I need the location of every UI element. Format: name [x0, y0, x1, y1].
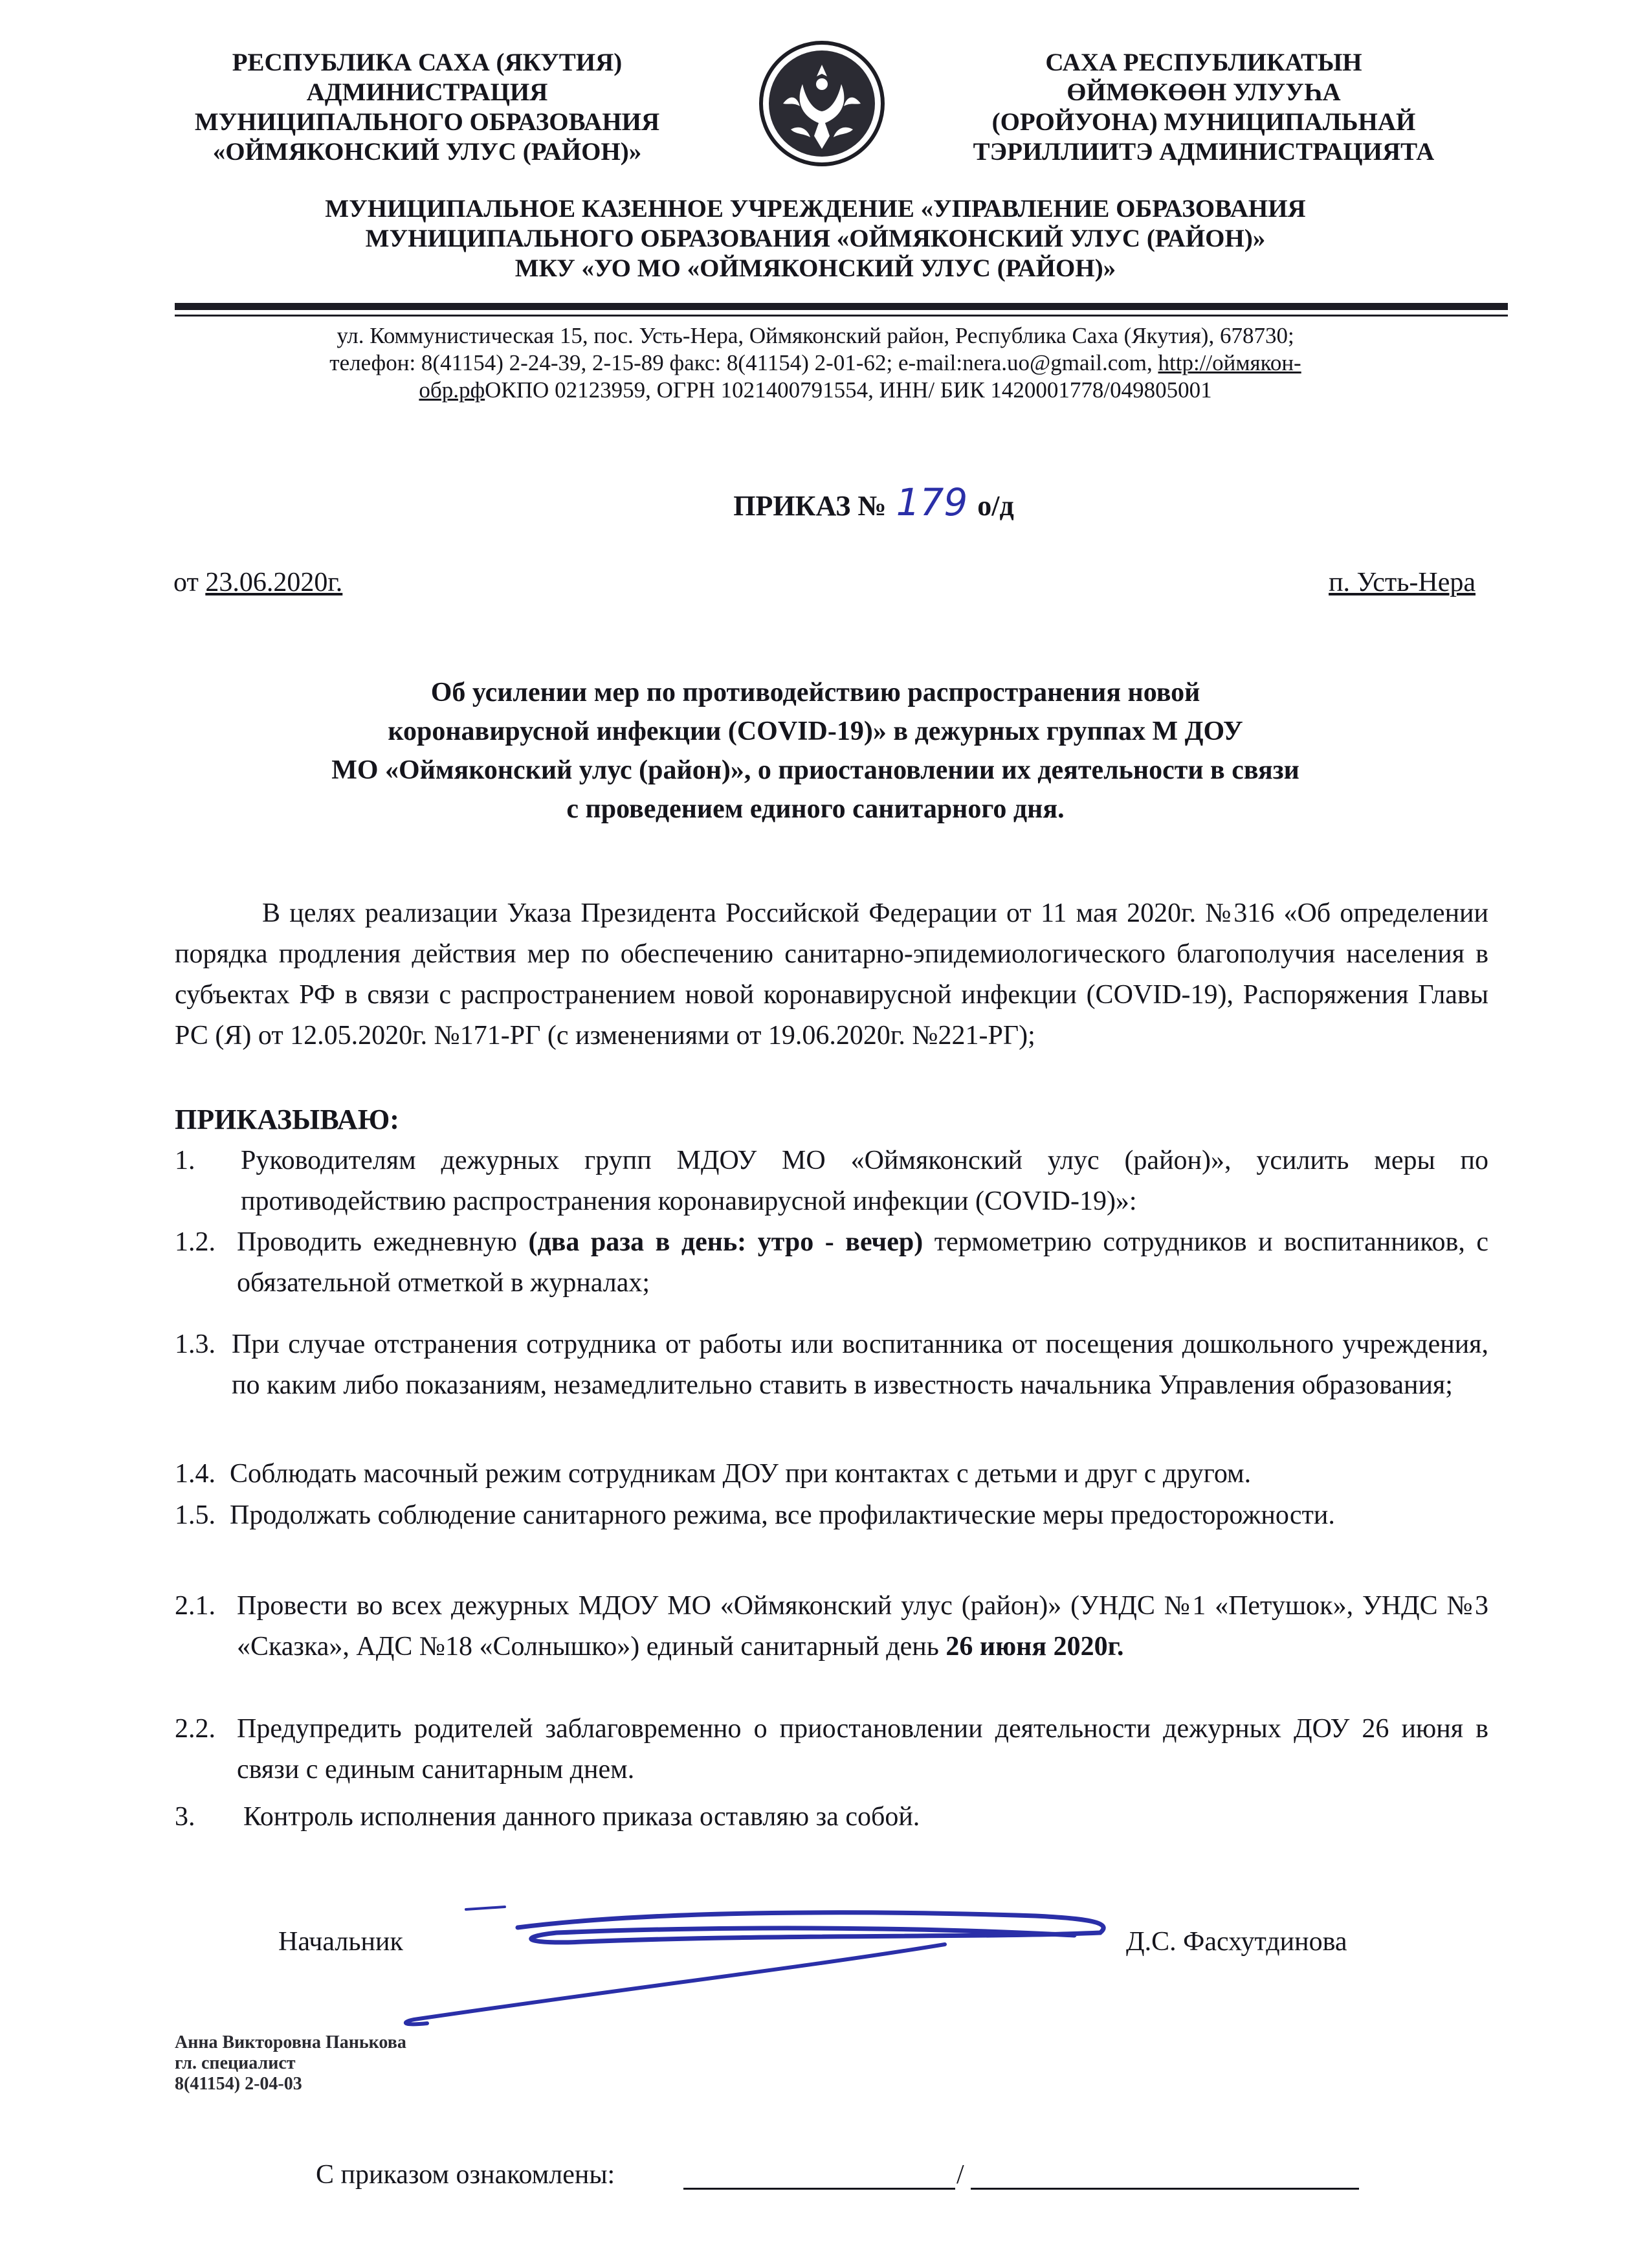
item-text: Контроль исполнения данного приказа оставляю за собой.: [243, 1802, 920, 1832]
date-prefix: от: [173, 568, 206, 597]
institution-line: МУНИЦИПАЛЬНОЕ КАЗЕННОЕ УЧРЕЖДЕНИЕ «УПРАВЛЕНИЕ ОБРАЗОВАНИЯ: [325, 195, 1306, 223]
header-left-line: АДМИНИСТРАЦИЯ: [306, 78, 548, 106]
order-label: ПРИКАЗ №: [733, 490, 887, 522]
subject-line: МО «Оймяконский улус (район)», о приостановлении их деятельности в связи: [331, 755, 1299, 785]
item-text: Предупредить родителей заблаговременно о приостановлении деятельности дежурных ДОУ 26 июня в связи с единым санитарным днем.: [237, 1714, 1488, 1784]
order-subject: [194, 673, 1437, 828]
header-divider-thick: [175, 303, 1508, 310]
header-left-block: [142, 48, 712, 167]
item-number: 2.2.: [175, 1714, 216, 1744]
order-item: [175, 1709, 1488, 1790]
date-value: 23.06.2020г.: [205, 568, 343, 597]
item-text-part: Проводить ежедневную: [237, 1227, 529, 1257]
order-place: [1236, 566, 1476, 599]
header-left-line: «ОЙМЯКОНСКИЙ УЛУС (РАЙОН)»: [212, 138, 642, 166]
header-left-line: РЕСПУБЛИКА САХА (ЯКУТИЯ): [232, 49, 623, 76]
address-block: [194, 322, 1437, 404]
header-right-line: ТЭРИЛЛИИТЭ АДМИНИСТРАЦИЯТА: [973, 138, 1435, 166]
header-right-line: ӨЙМӨКӨӨН УЛУУҺА: [1067, 78, 1341, 106]
item-number: 1.5.: [175, 1500, 216, 1530]
coat-of-arms-emblem-icon: [757, 39, 887, 168]
order-item: [175, 1495, 1488, 1536]
executor-phone: 8(41154) 2-04-03: [175, 2074, 302, 2094]
item-text-part: Провести во всех дежурных МДОУ МО «Оймяконский улус (район)» (УНДС №1 «Петушок», УНДС №3 «Сказка», АДС №18 «Солнышко») единый санитарный день: [237, 1591, 1488, 1662]
order-item: [175, 1454, 1488, 1495]
header-right-block: [919, 48, 1488, 167]
order-suffix: о/д: [977, 490, 1014, 522]
item-number: 1.3.: [175, 1329, 216, 1359]
signatory-name: Д.С. Фасхутдинова: [1126, 1927, 1347, 1957]
order-title: [582, 480, 1165, 524]
executor-block: [175, 2032, 406, 2095]
order-item: [175, 1324, 1488, 1406]
header-left-line: МУНИЦИПАЛЬНОГО ОБРАЗОВАНИЯ: [194, 108, 660, 136]
order-item: [175, 1586, 1488, 1667]
order-item: [175, 1222, 1488, 1304]
address-line: ул. Коммунистическая 15, пос. Усть-Нера, Оймяконский район, Республика Саха (Якутия), 678730;: [337, 323, 1294, 348]
subject-line: коронавирусной инфекции (COVID-19)» в дежурных группах М ДОУ: [388, 717, 1243, 746]
registration-codes: ОКПО 02123959, ОГРН 1021400791554, ИНН/ БИК 1420001778/049805001: [485, 377, 1212, 403]
signatory-role: Начальник: [278, 1927, 403, 1957]
header-divider-thin: [175, 315, 1508, 317]
item-text-part: термометрию сотрудников и воспитанников, с обязательной отметкой в журналах;: [237, 1227, 1488, 1298]
item-number: 1.2.: [175, 1227, 216, 1257]
subject-line: с проведением единого санитарного дня.: [566, 794, 1065, 824]
address-line: [194, 377, 1437, 404]
order-item: [175, 1140, 1488, 1222]
item-text: Руководителям дежурных групп МДОУ МО «Оймяконский улус (район)», усилить меры по противодействию распространения коронавирусной инфекции (COVID-19)»:: [241, 1146, 1488, 1216]
item-number: 2.1.: [175, 1591, 216, 1621]
order-heading: ПРИКАЗЫВАЮ:: [175, 1104, 399, 1135]
acknowledgement-name-line: [971, 2188, 1359, 2190]
order-number-handwritten: 179: [896, 480, 968, 524]
item-text: При случае отстранения сотрудника от работы или воспитанника от посещения дошкольного учреждения, по каким либо показаниям, незамедлительно ставить в известность начальника Управления образования;: [232, 1329, 1488, 1400]
place-value: п. Усть-Нера: [1329, 568, 1476, 597]
item-text: Продолжать соблюдение санитарного режима, все профилактические меры предосторожности.: [230, 1500, 1335, 1530]
intro-paragraph: В целях реализации Указа Президента Российской Федерации от 11 мая 2020г. №316 «Об определении порядка продления действия мер по обеспечению санитарно-эпидемиологического благополучия населения в субъектах РФ в связи с распространением новой коронавирусной инфекции (COVID-19), Распоряжения Главы РС (Я) от 12.05.2020г. №171-РГ (с изменениями от 19.06.2020г. №221-РГ);: [175, 898, 1488, 1051]
item-text-emphasis: 26 июня 2020г.: [945, 1632, 1124, 1662]
institution-line: МКУ «УО МО «ОЙМЯКОНСКИЙ УЛУС (РАЙОН)»: [514, 254, 1116, 282]
institution-line: МУНИЦИПАЛЬНОГО ОБРАЗОВАНИЯ «ОЙМЯКОНСКИЙ УЛУС (РАЙОН)»: [365, 225, 1266, 252]
order-date: [173, 566, 342, 599]
item-text: [175, 1222, 1488, 1304]
acknowledgement-signature-line: [683, 2188, 955, 2190]
item-number: 1.: [175, 1146, 195, 1175]
item-number: 1.4.: [175, 1459, 216, 1489]
handwritten-signature-icon: [388, 1896, 1139, 2065]
header-right-line: САХА РЕСПУБЛИКАТЫН: [1045, 49, 1362, 76]
address-line: [194, 350, 1437, 377]
acknowledgement-separator: /: [956, 2160, 964, 2190]
contacts-text: телефон: 8(41154) 2-24-39, 2-15-89 факс: 8(41154) 2-01-62; e-mail:nera.uo@gmail.com,: [329, 350, 1158, 375]
executor-position: гл. специалист: [175, 2053, 296, 2073]
subject-line: Об усилении мер по противодействию распространения новой: [430, 678, 1200, 707]
item-number: 3.: [175, 1802, 195, 1832]
header-right-line: (ОРОЙУОНА) МУНИЦИПАЛЬНАЙ: [991, 108, 1416, 136]
acknowledgement-label: С приказом ознакомлены:: [316, 2160, 615, 2190]
item-text: [175, 1586, 1488, 1667]
website-link-cont[interactable]: обр.рф: [419, 377, 485, 403]
item-text-emphasis: (два раза в день: утро - вечер): [528, 1227, 923, 1257]
executor-name: Анна Викторовна Панькова: [175, 2032, 406, 2052]
website-link[interactable]: http://оймякон-: [1158, 350, 1301, 375]
item-text: Соблюдать масочный режим сотрудникам ДОУ при контактах с детьми и друг с другом.: [230, 1459, 1252, 1489]
order-item: [175, 1797, 1488, 1838]
institution-name: [194, 194, 1437, 284]
